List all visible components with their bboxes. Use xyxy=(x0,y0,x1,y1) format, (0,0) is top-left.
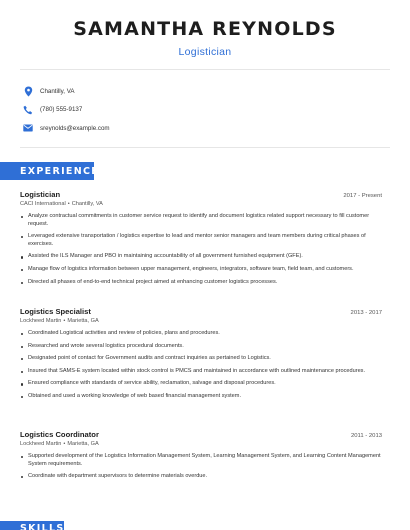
job-location: Chantilly, VA xyxy=(71,201,103,207)
email-icon xyxy=(22,122,34,134)
company-name: Lockheed Martin xyxy=(20,441,62,447)
bullet-item: Researched and wrote several logistics procedural documents. xyxy=(20,343,382,351)
job-dates: 2011 - 2013 xyxy=(350,433,382,439)
candidate-name: SAMANTHA REYNOLDS xyxy=(73,18,337,40)
bullet-item: Directed all phases of end-to-end technical project aimed at enhancing customer logistics processes. xyxy=(20,279,382,287)
section-heading-skills: SKILLS xyxy=(0,521,64,530)
job-bullets xyxy=(20,330,382,401)
bullet-item: Coordinated Logistical activities and review of policies, plans and procedures. xyxy=(20,330,382,338)
job-location: Marietta, GA xyxy=(67,318,99,324)
bullet-item: Insured that SAMS-E system located within stock control is PMCS and maintained in accordance with outlined maintenance procedures. xyxy=(20,368,382,376)
company-name: Lockheed Martin xyxy=(20,318,62,324)
section-heading-experience: EXPERIENCE xyxy=(0,162,94,180)
email-text[interactable]: sreynolds@example.com xyxy=(40,124,110,132)
job-title: Logistics Coordinator xyxy=(20,430,99,439)
resume-header xyxy=(0,18,410,58)
job-location: Marietta, GA xyxy=(67,441,99,447)
job-entry xyxy=(20,307,382,406)
contact-phone xyxy=(22,101,382,119)
job-title: Logistics Specialist xyxy=(20,307,91,316)
location-pin-icon xyxy=(22,85,34,97)
bullet-item: Assisted the ILS Manager and PBO in maintaining accountability of all government furnished equipment (GFE). xyxy=(20,253,382,261)
divider xyxy=(20,69,390,70)
contact-email xyxy=(22,119,382,137)
job-entry xyxy=(20,430,382,486)
candidate-role: Logistician xyxy=(178,46,232,58)
contact-location xyxy=(22,82,382,100)
job-employer: Lockheed Martin • Marietta, GA xyxy=(20,441,99,447)
job-entry xyxy=(20,190,382,291)
bullet-item: Leveraged extensive transportation / logistics expertise to lead and mentor senior managers and team members during critical phases of exercises. xyxy=(20,233,382,248)
job-employer: Lockheed Martin • Marietta, GA xyxy=(20,318,99,324)
bullet-item: Supported development of the Logistics Information Management System, Learning Management System, and Learning Content Management System requirements. xyxy=(20,453,382,468)
job-dates: 2013 - 2017 xyxy=(350,310,382,316)
bullet-item: Ensured compliance with standards of service ability, reclamation, salvage and disposal procedures. xyxy=(20,380,382,388)
bullet-item: Obtained and used a working knowledge of web based financial management system. xyxy=(20,393,382,401)
divider xyxy=(20,147,390,148)
bullet-item: Designated point of contact for Government audits and contract inquiries as pertained to Logistics. xyxy=(20,355,382,363)
bullet-item: Analyze contractual commitments in customer service request to identify and document logistics related support necessary to fill customer request. xyxy=(20,213,382,228)
company-name: CACI International xyxy=(20,201,66,207)
job-title: Logistician xyxy=(20,190,61,199)
job-bullets xyxy=(20,213,382,286)
phone-text[interactable]: (780) 555-9137 xyxy=(40,106,83,113)
bullet-item: Manage flow of logistics information between upper management, engineers, integrators, software team, field team, and customers. xyxy=(20,266,382,274)
job-dates: 2017 - Present xyxy=(343,193,382,199)
bullet-item: Coordinate with department supervisors to determine materials overdue. xyxy=(20,473,382,481)
contact-info xyxy=(22,82,382,138)
phone-icon xyxy=(22,104,34,116)
job-bullets xyxy=(20,453,382,481)
job-employer: CACI International • Chantilly, VA xyxy=(20,201,103,207)
location-text: Chantilly, VA xyxy=(40,87,75,95)
